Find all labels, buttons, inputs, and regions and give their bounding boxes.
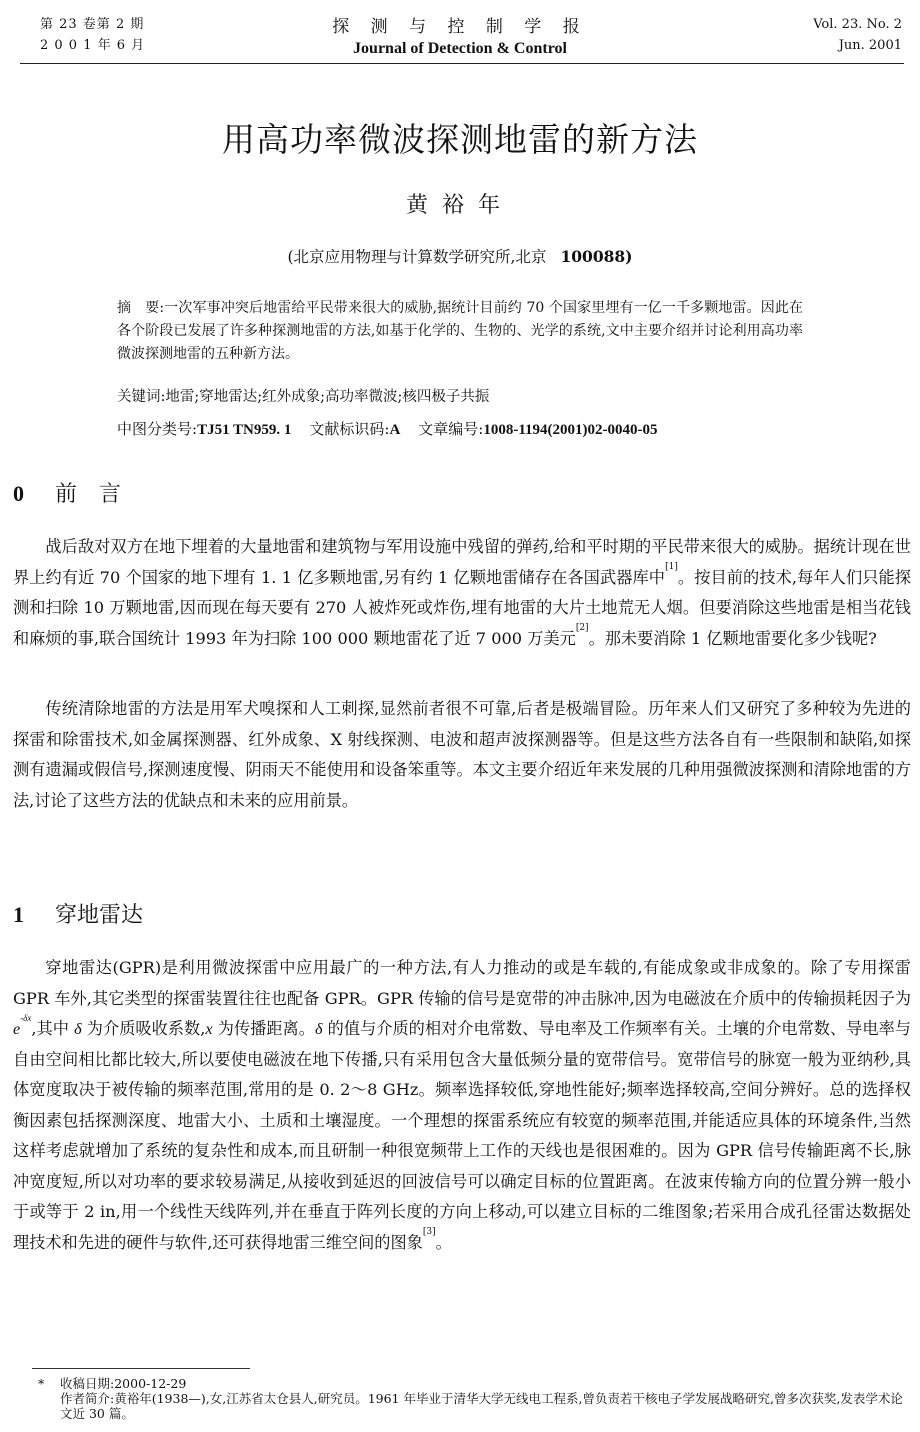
header-rule: [20, 63, 904, 64]
math-x: x: [205, 1020, 213, 1038]
paragraph: 战后敌对双方在地下埋着的大量地雷和建筑物与军用设施中残留的弹药,给和平时期的平民带来很大的威胁。据统计现在世界上约有近 70 个国家的地下埋有 1. 1 亿多颗地雷,另有约 1 亿颗地雷储存在各国武器库中[1]。按目前的技术,每年人们只能探测和扫除 10 万颗地雷,因而现在每天要有 270 人被炸死或炸伤,埋有地雷的大片土地荒无人烟。但要消除这些地雷是相当花钱和麻烦的事,联合国统计 1993 年为扫除 100 000 颗地雷花了近 7 000 万美元[2]。那未要消除 1 亿颗地雷要化多少钱呢?: [13, 537, 911, 648]
section-heading-0: [13, 477, 143, 508]
volume-issue-cn: 第 23 卷第 2 期: [40, 17, 145, 32]
date-en: Jun. 2001: [838, 38, 902, 53]
section-title: 穿地雷达: [55, 903, 144, 928]
citation-ref: [2]: [575, 622, 589, 633]
clc-label: 中图分类号:: [117, 420, 198, 438]
abstract-text: 一次军事冲突后地雷给平民带来很大的威胁,据统计目前约 70 个国家里埋有一亿一千多颗地雷。因此在各个阶段已发展了许多种探测地雷的方法,如基于化学的、生物的、光学的系统,文中主要介绍并讨论利用高功率微波探测地雷的五种新方法。: [117, 300, 803, 362]
math-e: e: [13, 1020, 21, 1038]
abstract: [117, 297, 803, 366]
volume-issue-en: Vol. 23. No. 2: [813, 17, 902, 32]
footnote-marker: *: [38, 1376, 45, 1391]
article-author: 黄裕年: [405, 193, 514, 218]
citation-ref: [1]: [665, 561, 678, 572]
paragraph: 穿地雷达(GPR)是利用微波探雷中应用最广的一种方法,有人力推动的或是车载的,有能成象或非成象的。除了专用探雷 GPR 车外,其它类型的探雷装置往往也配备 GPR。GPR 传输的信号是宽带的冲击脉冲,因为电磁波在介质中的传输损耗因子为 $e^{-\delta x}$,其中 δ 为介质吸收系数,x 为传播距离。δ 的值与介质的相对介电常数、导电率及工作频率有关。土壤的介电常数、导电率与自由空间相比都比较大,所以要使电磁波在地下传播,只有采用包含大量低频分量的宽带信号。宽带信号的脉宽一般为亚纳秒,具体宽度取决于被传输的频率范围,常用的是 0. 2～8 GHz。频率选择较低,穿地性能好;频率选择较高,空间分辨好。总的选择权衡因素包括探测深度、地雷大小、土质和土壤湿度。一个理想的探雷系统应有较宽的频率范围,并能适应具体的环境条件,当然这样考虑就增加了系统的复杂性和成本,而且研制一种很宽频带上工作的天线也是很困难的。因为 GPR 信号传输距离不长,脉冲宽度短,所以对功率的要求较易满足,从接收到延迟的回波信号可以确定目标的位置距离。在波束传输方向的位置分辨一般小于或等于 2 in,用一个线性天线阵列,并在垂直于阵列长度的方向上移动,可以建立目标的二维图象;若采用合成孔径雷达数据处理技术和先进的硬件与软件,还可获得地雷三维空间的图象[3]。: [13, 958, 911, 1252]
article-no-value: 1008-1194(2001)02-0040-05: [483, 422, 658, 438]
classification-line: [117, 418, 658, 439]
paragraph: 传统清除地雷的方法是用军犬嗅探和人工刺探,显然前者很不可靠,后者是极端冒险。历年来人们又研究了多种较为先进的探雷和除雷技术,如金属探测器、红外成象、X 射线探测、电波和超声波探测器等。但是这些方法各自有一些限制和缺陷,如探测有遗漏或假信号,探测速度慢、阴雨天不能使用和设备笨重等。本文主要介绍近年来发展的几种用强微波探测和清除地雷的方法,讨论了这些方法的优缺点和未来的应用前景。: [13, 699, 911, 810]
author-bio: 作者简介:黄裕年(1938—),女,江苏省太仓县人,研究员。1961 年毕业于清华大学无线电工程系,曾负责若干核电子学发展战略研究,曾多次获奖,发表学术论文近 30 篇。: [60, 1391, 903, 1421]
section-number: 1: [13, 902, 24, 927]
footnote-rule: [32, 1368, 250, 1369]
abstract-label: 摘 要:: [117, 300, 165, 316]
math-exponent: -δx: [20, 1013, 32, 1023]
section-heading-1: [13, 898, 143, 929]
doc-code-label: 文献标识码:: [309, 420, 390, 438]
running-header-center: [0, 12, 920, 58]
running-header-right: [813, 14, 902, 56]
article-no-label: 文章编号:: [418, 420, 484, 438]
doc-code-value: A: [389, 422, 401, 438]
footnote: [38, 1376, 912, 1421]
date-cn: 2 0 0 1 年 6 月: [40, 38, 146, 53]
received-date: 收稿日期:2000-12-29: [60, 1376, 187, 1391]
article-title: 用高功率微波探测地雷的新方法: [222, 120, 698, 159]
keywords: 关键词:地雷;穿地雷达;红外成象;高功率微波;核四极子共振: [117, 389, 490, 405]
math-delta: δ: [74, 1020, 82, 1038]
affiliation-text: (北京应用物理与计算数学研究所,北京: [287, 248, 547, 266]
author-affiliation: [0, 245, 920, 267]
postcode: 100088): [560, 247, 633, 266]
math-delta: δ: [314, 1020, 323, 1038]
section-title: 前言: [55, 482, 144, 507]
section-number: 0: [13, 481, 24, 506]
clc-value: TJ51 TN959. 1: [197, 422, 292, 438]
citation-ref: [3]: [422, 1226, 436, 1237]
journal-name-cn: 探 测 与 控 制 学 报: [332, 17, 588, 37]
journal-name-en: Journal of Detection & Control: [353, 40, 567, 57]
